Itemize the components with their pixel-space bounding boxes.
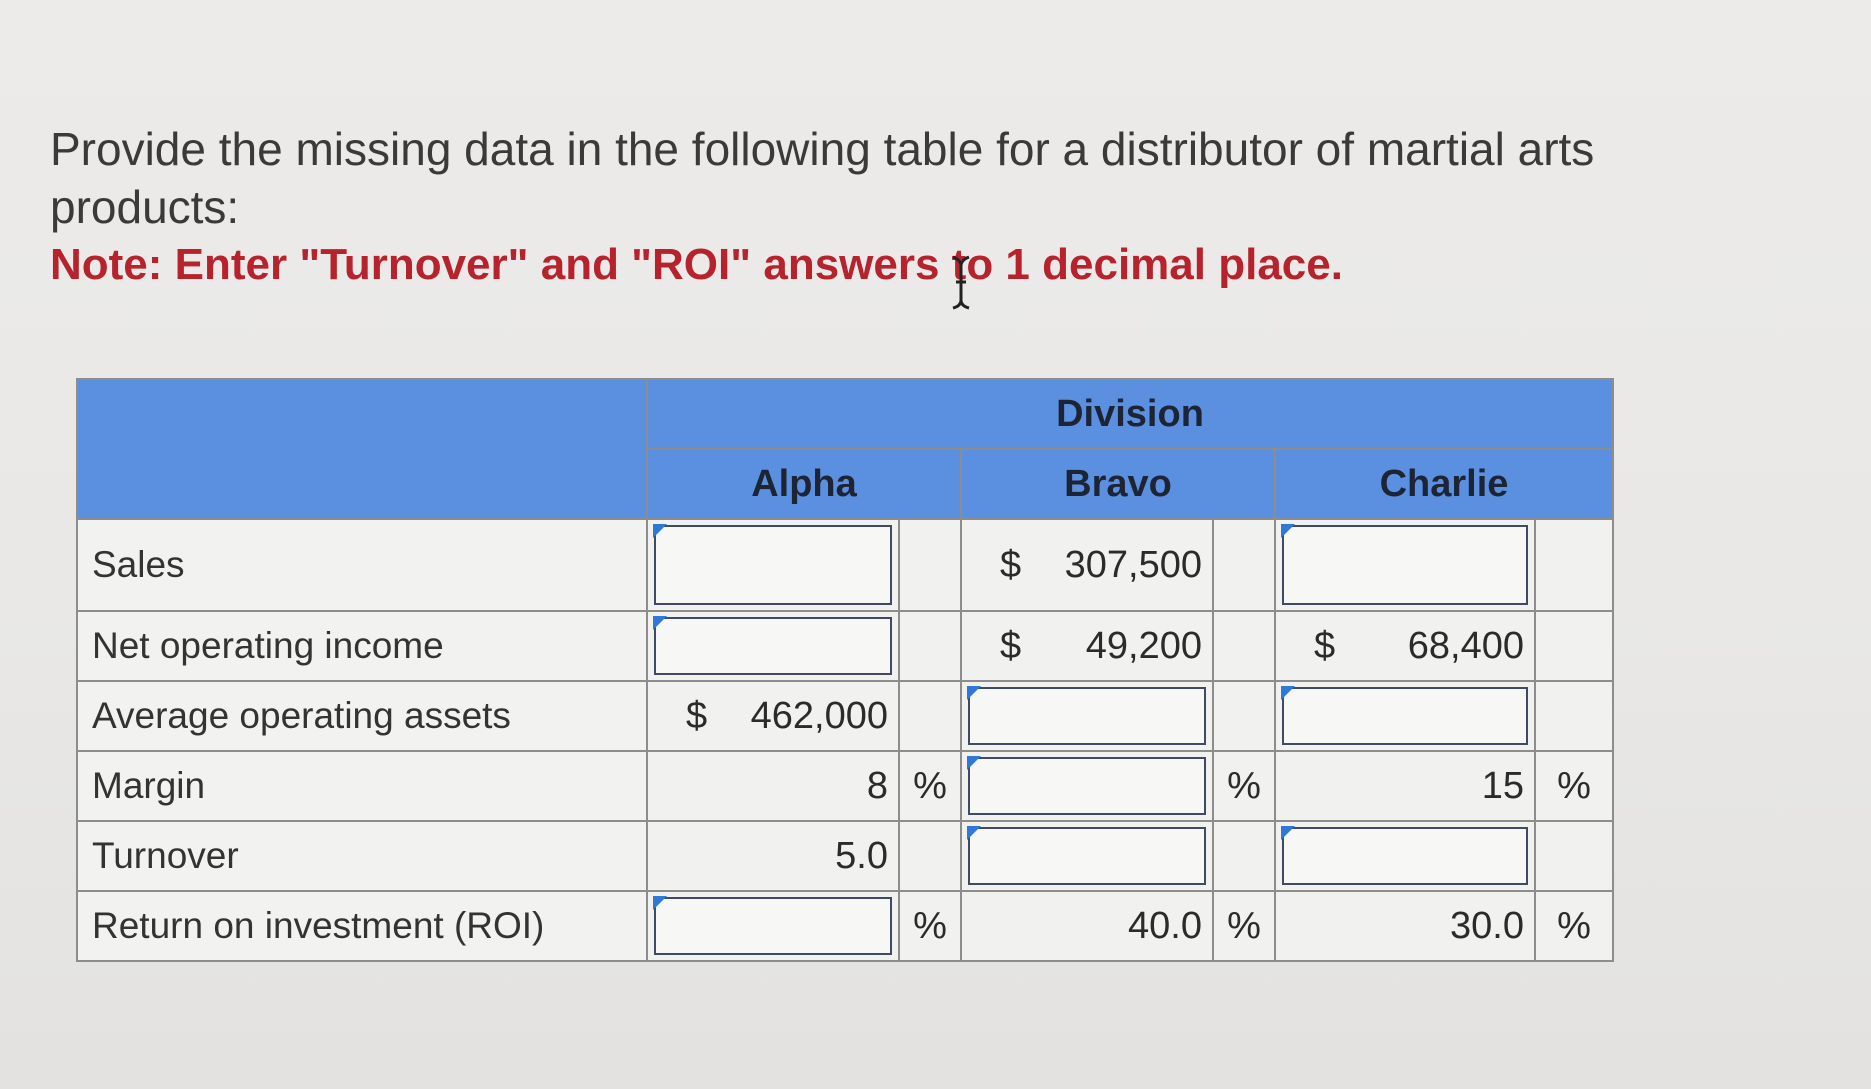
currency-sign: $: [1314, 624, 1336, 667]
bravo-assets-cell[interactable]: [961, 681, 1213, 751]
row-label-average-operating-assets: Average operating assets: [77, 681, 647, 751]
charlie-noi-value: $ 68,400: [1275, 611, 1535, 681]
charlie-turnover-input[interactable]: [1282, 827, 1528, 885]
question-text: Provide the missing data in the following table for a distributor of martial arts products:: [50, 123, 1595, 233]
row-label-roi: Return on investment (ROI): [77, 891, 647, 961]
question-block: [50, 120, 1750, 294]
charlie-assets-cell[interactable]: [1275, 681, 1535, 751]
currency-sign: $: [686, 694, 708, 737]
bravo-roi-unit: %: [1213, 891, 1275, 961]
bravo-turnover-unit: [1213, 821, 1275, 891]
bravo-noi-unit: [1213, 611, 1275, 681]
bravo-margin-unit: %: [1213, 751, 1275, 821]
question-note: Note: Enter "Turnover" and "ROI" answers to 1 decimal place.: [50, 240, 1343, 289]
text-cursor-icon: [950, 254, 972, 310]
table-row: [77, 681, 1613, 751]
charlie-sales-input[interactable]: [1282, 525, 1528, 605]
alpha-margin-unit: %: [899, 751, 961, 821]
charlie-roi-value: 30.0: [1275, 891, 1535, 961]
division-header: Division: [647, 379, 1613, 449]
charlie-roi-unit: %: [1535, 891, 1613, 961]
table-row: [77, 611, 1613, 681]
division-table: [76, 378, 1614, 962]
bravo-noi-value: $ 49,200: [961, 611, 1213, 681]
table-row: [77, 891, 1613, 961]
alpha-sales-cell[interactable]: [647, 519, 899, 611]
charlie-margin-unit: %: [1535, 751, 1613, 821]
currency-sign: $: [1000, 624, 1022, 667]
currency-sign: $: [1000, 543, 1022, 586]
charlie-assets-unit: [1535, 681, 1613, 751]
column-header-bravo: Bravo: [961, 449, 1275, 519]
alpha-turnover-value: 5.0: [647, 821, 899, 891]
alpha-assets-unit: [899, 681, 961, 751]
bravo-turnover-cell[interactable]: [961, 821, 1213, 891]
alpha-noi-cell[interactable]: [647, 611, 899, 681]
charlie-turnover-cell[interactable]: [1275, 821, 1535, 891]
bravo-turnover-input[interactable]: [968, 827, 1206, 885]
row-label-sales: Sales: [77, 519, 647, 611]
charlie-margin-value: 15: [1275, 751, 1535, 821]
alpha-margin-value: 8: [647, 751, 899, 821]
table-row: [77, 751, 1613, 821]
alpha-roi-cell[interactable]: [647, 891, 899, 961]
row-label-net-operating-income: Net operating income: [77, 611, 647, 681]
column-header-charlie: Charlie: [1275, 449, 1613, 519]
alpha-roi-input[interactable]: [654, 897, 892, 955]
alpha-assets-value: $ 462,000: [647, 681, 899, 751]
bravo-margin-input[interactable]: [968, 757, 1206, 815]
alpha-sales-unit: [899, 519, 961, 611]
bravo-roi-value: 40.0: [961, 891, 1213, 961]
bravo-assets-unit: [1213, 681, 1275, 751]
alpha-turnover-unit: [899, 821, 961, 891]
bravo-sales-value: $ 307,500: [961, 519, 1213, 611]
charlie-sales-unit: [1535, 519, 1613, 611]
table-row: [77, 519, 1613, 611]
alpha-noi-input[interactable]: [654, 617, 892, 675]
charlie-sales-cell[interactable]: [1275, 519, 1535, 611]
row-label-turnover: Turnover: [77, 821, 647, 891]
bravo-assets-input[interactable]: [968, 687, 1206, 745]
table-row: [77, 821, 1613, 891]
bravo-margin-cell[interactable]: [961, 751, 1213, 821]
column-header-alpha: Alpha: [647, 449, 961, 519]
charlie-turnover-unit: [1535, 821, 1613, 891]
alpha-noi-unit: [899, 611, 961, 681]
charlie-noi-unit: [1535, 611, 1613, 681]
alpha-sales-input[interactable]: [654, 525, 892, 605]
header-blank: [77, 379, 647, 519]
row-label-margin: Margin: [77, 751, 647, 821]
charlie-assets-input[interactable]: [1282, 687, 1528, 745]
alpha-roi-unit: %: [899, 891, 961, 961]
bravo-sales-unit: [1213, 519, 1275, 611]
